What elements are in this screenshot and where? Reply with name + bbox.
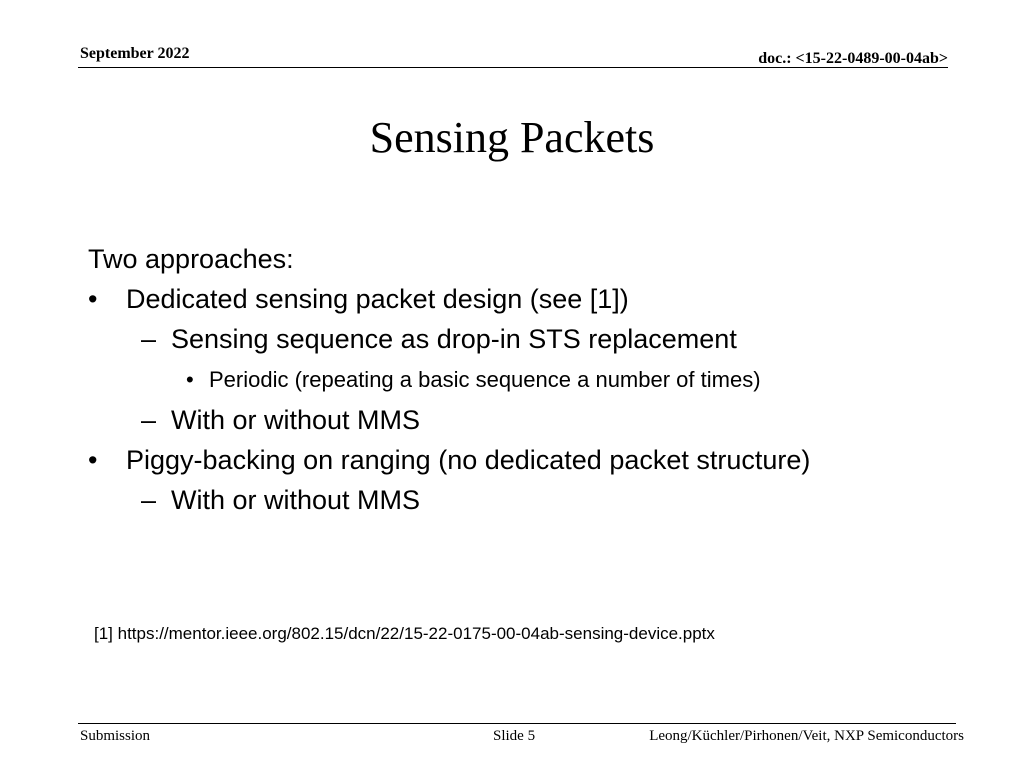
bullet-text: Dedicated sensing packet design (see [1])	[126, 284, 629, 314]
bullet-text: With or without MMS	[171, 405, 421, 435]
bullet-marker: •	[88, 284, 98, 314]
header-rule	[78, 67, 948, 68]
bullet-text: Periodic (repeating a basic sequence a number of times)	[209, 367, 761, 392]
sub-bullet-item	[88, 324, 948, 364]
dash-marker: –	[141, 485, 157, 515]
dash-marker: –	[141, 324, 157, 354]
sub-sub-bullet-item	[88, 364, 948, 405]
header-date: September 2022	[80, 45, 190, 62]
slide-title: Sensing Packets	[369, 113, 655, 162]
bullet-text: Sensing sequence as drop-in STS replacement	[171, 324, 737, 354]
reference-text: [1] https://mentor.ieee.org/802.15/dcn/22/15-22-0175-00-04ab-sensing-device.pptx	[94, 624, 715, 643]
slide-body	[88, 244, 948, 525]
intro-text: Two approaches:	[88, 244, 294, 274]
bullet-item	[88, 284, 948, 324]
bullet-marker: •	[88, 445, 98, 475]
sub-bullet-item	[88, 405, 948, 445]
dash-marker: –	[141, 405, 157, 435]
footer-authors: Leong/Küchler/Pirhonen/Veit, NXP Semiconductors	[649, 728, 964, 744]
footer-submission: Submission	[80, 728, 151, 744]
header-doc-id: doc.: <15-22-0489-00-04ab>	[758, 50, 948, 67]
bullet-text: Piggy-backing on ranging (no dedicated packet structure)	[126, 445, 811, 475]
bullet-item	[88, 445, 948, 485]
sub-bullet-item	[88, 485, 948, 525]
bullet-marker: •	[186, 367, 194, 392]
footer-rule	[78, 723, 956, 724]
footer-slide-number: Slide 5	[493, 728, 536, 744]
bullet-text: With or without MMS	[171, 485, 421, 515]
